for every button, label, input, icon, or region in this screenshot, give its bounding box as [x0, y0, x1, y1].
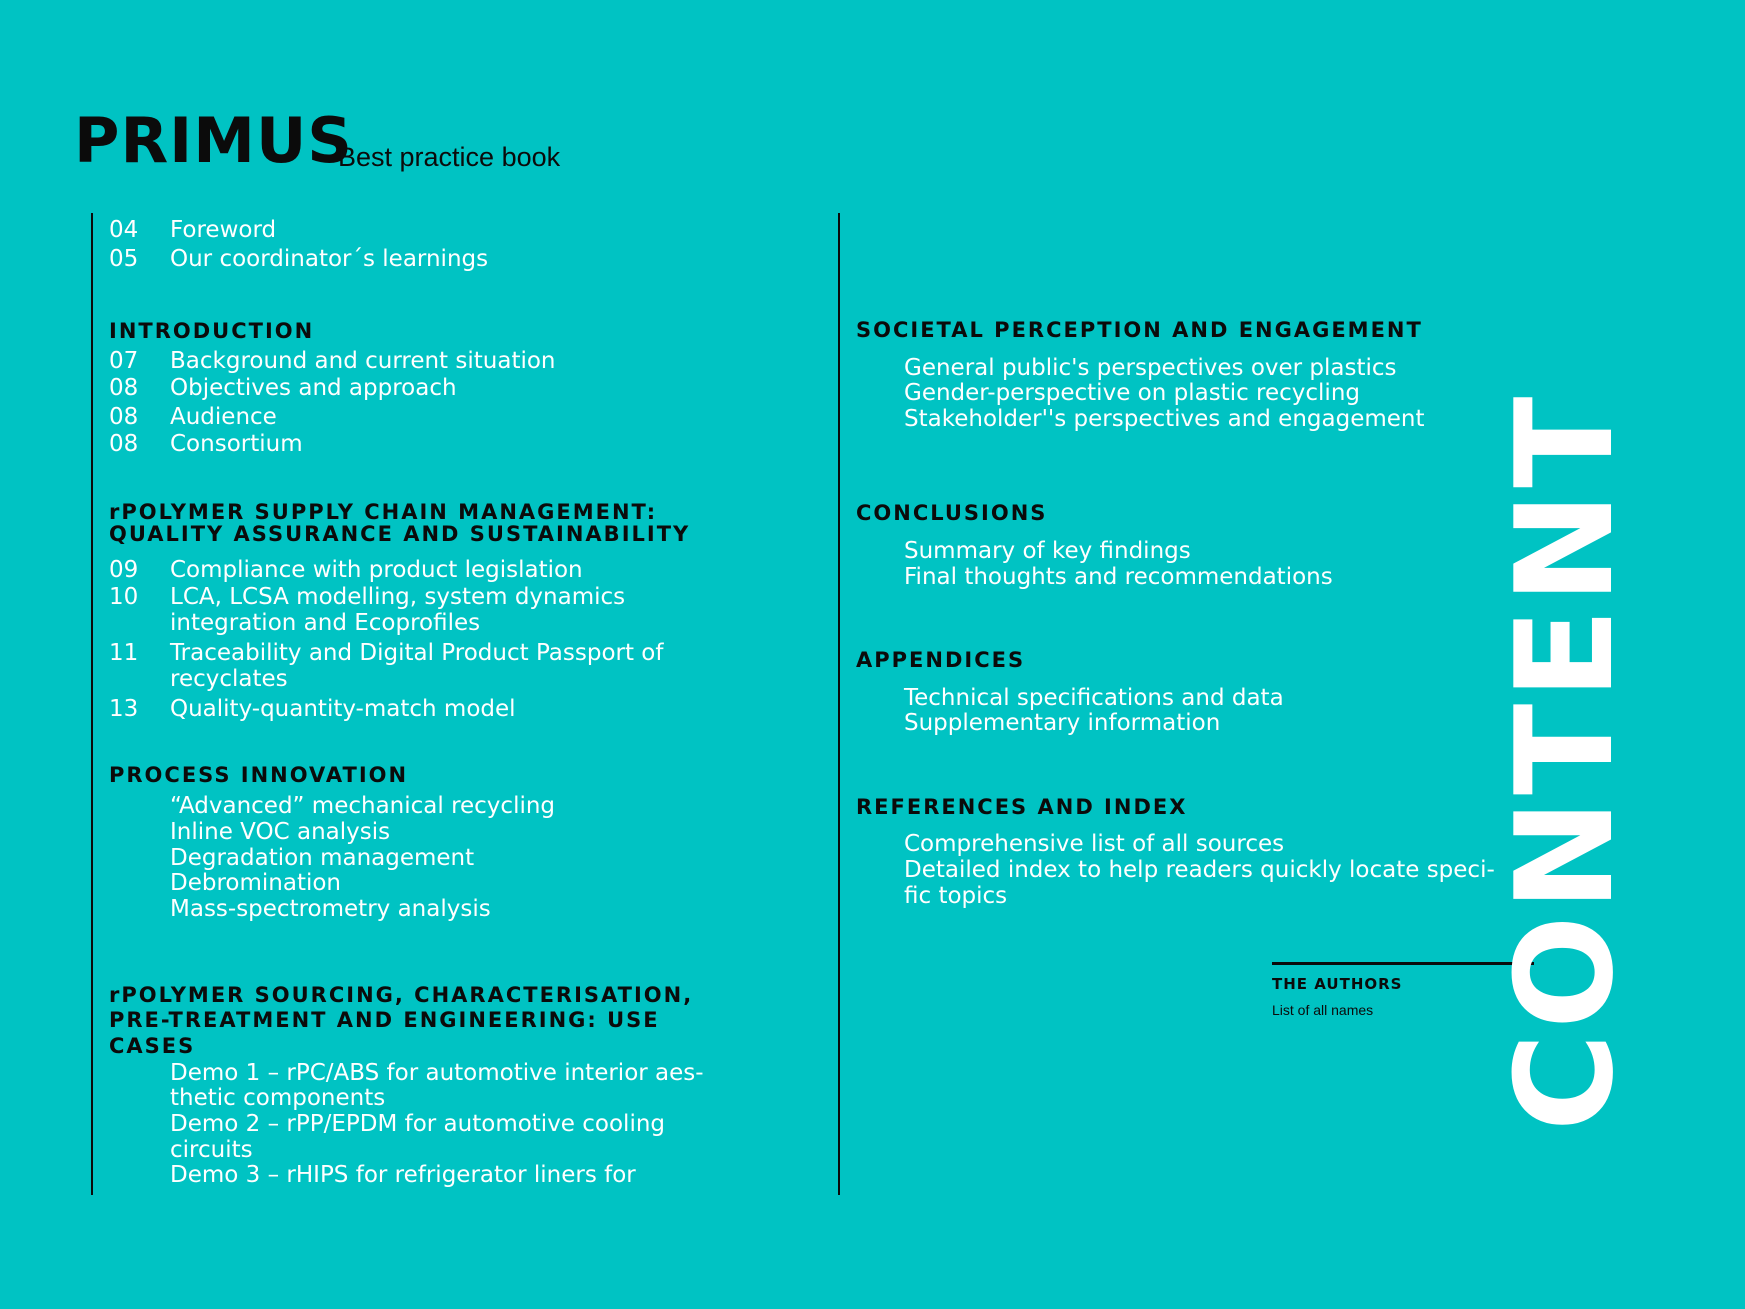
- page-number: 08: [109, 431, 139, 457]
- section-heading-sourcing-line-1: rPOLYMER SOURCING, CHARACTERISATION,: [109, 983, 694, 1007]
- page-number: 13: [109, 696, 139, 722]
- toc-entry[interactable]: [109, 584, 769, 636]
- entry-title: Compliance with product legislation: [170, 557, 583, 583]
- toc-item-line[interactable]: Demo 1 – rPC/ABS for automotive interior aes-: [170, 1060, 704, 1086]
- section-heading-introduction: INTRODUCTION: [109, 319, 315, 343]
- toc-item[interactable]: General public's perspectives over plastics: [904, 355, 1397, 381]
- entry-title: Foreword: [170, 217, 277, 243]
- toc-item[interactable]: Summary of key findings: [904, 538, 1191, 564]
- toc-item-line[interactable]: circuits: [170, 1137, 253, 1163]
- brand-title: PRIMUS: [74, 104, 353, 177]
- toc-item[interactable]: Stakeholder''s perspectives and engagement: [904, 406, 1425, 432]
- toc-item-line[interactable]: Demo 2 – rPP/EPDM for automotive cooling: [170, 1111, 666, 1137]
- toc-entry[interactable]: [109, 640, 769, 692]
- section-heading-sourcing-line-2: PRE-TREATMENT AND ENGINEERING: USE: [109, 1008, 660, 1032]
- toc-entry[interactable]: [109, 348, 809, 374]
- toc-entry[interactable]: [109, 375, 809, 401]
- toc-entry[interactable]: [109, 404, 809, 430]
- toc-item[interactable]: Supplementary information: [904, 710, 1221, 736]
- page-number: 07: [109, 348, 139, 374]
- authors-subtitle: List of all names: [1272, 1002, 1374, 1018]
- page-number: 10: [109, 584, 139, 610]
- toc-item[interactable]: “Advanced” mechanical recycling: [170, 793, 556, 819]
- section-heading-supply-chain-line-1: rPOLYMER SUPPLY CHAIN MANAGEMENT:: [109, 500, 658, 524]
- entry-title: Consortium: [170, 431, 303, 457]
- entry-title: LCA, LCSA modelling, system dynamics integration and Ecoprofiles: [170, 584, 626, 636]
- toc-item[interactable]: Debromination: [170, 870, 342, 896]
- toc-entry[interactable]: [109, 431, 809, 457]
- toc-entry-foreword[interactable]: [109, 217, 809, 243]
- page-number: 05: [109, 246, 139, 272]
- toc-item-line[interactable]: Demo 3 – rHIPS for refrigerator liners for: [170, 1162, 636, 1188]
- toc-item[interactable]: Technical specifications and data: [904, 685, 1284, 711]
- page-number: 09: [109, 557, 139, 583]
- section-heading-appendices: APPENDICES: [856, 648, 1026, 672]
- section-heading-references: REFERENCES AND INDEX: [856, 795, 1188, 819]
- section-heading-sourcing-line-3: CASES: [109, 1034, 196, 1058]
- entry-title: Traceability and Digital Product Passport of recyclates: [170, 640, 664, 692]
- center-column-rule: [838, 213, 840, 1195]
- page-number: 04: [109, 217, 139, 243]
- toc-item[interactable]: Degradation management: [170, 845, 475, 871]
- toc-item-line[interactable]: thetic components: [170, 1085, 386, 1111]
- section-heading-supply-chain-line-2: QUALITY ASSURANCE AND SUSTAINABILITY: [109, 522, 691, 546]
- entry-title: Our coordinator´s learnings: [170, 246, 489, 272]
- entry-title: Objectives and approach: [170, 375, 457, 401]
- toc-item[interactable]: Final thoughts and recommendations: [904, 564, 1333, 590]
- page-number: 11: [109, 640, 139, 666]
- toc-entry-coordinator-learnings[interactable]: [109, 246, 809, 272]
- entry-title: Background and current situation: [170, 348, 556, 374]
- left-column-rule: [91, 213, 93, 1195]
- authors-title[interactable]: THE AUTHORS: [1272, 975, 1403, 993]
- page-number: 08: [109, 375, 139, 401]
- toc-item[interactable]: Gender-perspective on plastic recycling: [904, 380, 1361, 406]
- entry-title: Quality-quantity-match model: [170, 696, 516, 722]
- toc-entry[interactable]: [109, 557, 769, 583]
- toc-item[interactable]: fic topics: [904, 883, 1008, 909]
- section-heading-conclusions: CONCLUSIONS: [856, 501, 1048, 525]
- section-heading-process-innovation: PROCESS INNOVATION: [109, 763, 409, 787]
- toc-item[interactable]: Mass-spectrometry analysis: [170, 896, 491, 922]
- page-number: 08: [109, 404, 139, 430]
- toc-item[interactable]: Detailed index to help readers quickly locate speci-: [904, 857, 1495, 883]
- section-heading-societal: SOCIETAL PERCEPTION AND ENGAGEMENT: [856, 318, 1423, 342]
- entry-title: Audience: [170, 404, 277, 430]
- vertical-title-text: CONTENT: [1487, 392, 1643, 1132]
- toc-item[interactable]: Inline VOC analysis: [170, 819, 391, 845]
- book-subtitle: Best practice book: [338, 142, 561, 172]
- toc-entry[interactable]: [109, 696, 769, 722]
- toc-item[interactable]: Comprehensive list of all sources: [904, 831, 1285, 857]
